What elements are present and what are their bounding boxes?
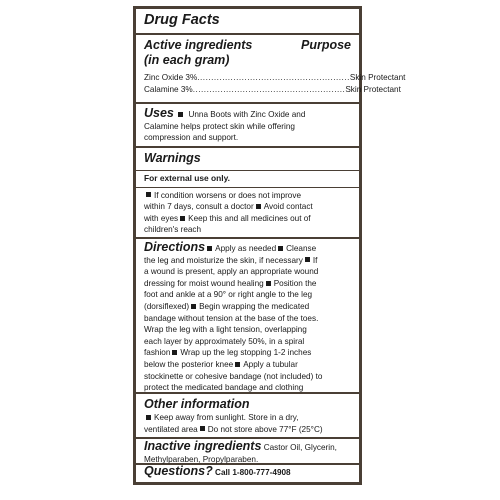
warning-line: within 7 days, consult a doctor — [144, 202, 254, 212]
bullet-icon — [191, 304, 196, 309]
direction-text: Wrap up the leg stopping 1-2 inches — [180, 348, 312, 358]
leader-dots: ....................................................... — [197, 73, 350, 82]
warnings-heading: Warnings — [144, 151, 201, 165]
questions-heading: Questions? — [144, 464, 213, 478]
ingredient-name: Zinc Oxide 3% — [144, 73, 198, 82]
bullet-icon — [235, 362, 240, 367]
direction-text: Position the — [273, 278, 317, 288]
uses-text-line: compression and support. — [144, 133, 239, 143]
warning-line: If condition worsens or does not improve — [154, 190, 301, 200]
warnings-section — [136, 148, 359, 239]
inactive-ingredients-text: Methylparaben, Propylparaben. — [144, 454, 259, 464]
bullet-icon — [180, 216, 185, 221]
active-ingredients-heading: Active ingredients — [144, 38, 253, 52]
other-information-section — [136, 394, 359, 439]
leader-dots: ....................................................... — [192, 84, 346, 94]
direction-text: dressing for moist wound healing — [144, 278, 264, 288]
bullet-icon — [305, 257, 310, 262]
direction-text: Wrap the leg with a light tension, overlapping — [144, 325, 307, 335]
warning-line: children's reach — [144, 225, 202, 235]
purpose-heading: Purpose — [300, 38, 351, 52]
ingredient-row — [144, 84, 401, 96]
bullet-icon — [172, 350, 177, 355]
bullet-icon — [200, 426, 205, 431]
external-use-warning: For external use only. — [144, 173, 230, 183]
uses-heading: Uses — [144, 106, 174, 120]
warning-line: with eyes — [144, 213, 179, 223]
in-each-gram-label: (in each gram) — [144, 53, 230, 67]
inactive-ingredients-heading: Inactive ingredients — [144, 439, 262, 453]
other-info-text: ventilated area — [144, 424, 198, 434]
direction-text: Apply a tubular — [243, 359, 298, 369]
directions-heading: Directions — [144, 240, 206, 254]
direction-text: stockinette or cohesive bandage (not included) to — [144, 371, 323, 381]
other-info-text: Keep away from sunlight. Store in a dry, — [154, 413, 299, 422]
inactive-ingredients-section — [136, 439, 359, 465]
uses-section — [136, 104, 359, 148]
directions-section — [136, 239, 359, 394]
direction-text: (dorsiflexed) — [144, 301, 190, 311]
questions-section — [136, 465, 359, 482]
ingredient-purpose: Skin Protectant — [349, 73, 406, 82]
bullet-icon — [207, 246, 212, 251]
direction-text: Cleanse — [286, 244, 317, 253]
drug-facts-title: Drug Facts — [144, 12, 220, 28]
bullet-icon — [278, 246, 283, 251]
direction-text: fashion — [144, 348, 171, 358]
uses-text-line: Unna Boots with Zinc Oxide and — [188, 110, 306, 119]
uses-text-line: Calamine helps protect skin while offering — [144, 121, 295, 131]
drug-facts-panel — [133, 6, 406, 485]
active-ingredients-section — [136, 35, 406, 104]
direction-text: the leg and moisturize the skin, if necessary — [144, 255, 303, 265]
inactive-ingredients-text: Castor Oil, Glycerin, — [263, 443, 337, 452]
title-section — [136, 9, 359, 35]
direction-text: bandage without tension at the base of the toes. — [144, 313, 319, 323]
warning-line: Keep this and all medicines out of — [188, 213, 311, 223]
bullet-icon — [146, 415, 151, 420]
ingredient-name: Calamine 3% — [144, 84, 193, 94]
ingredient-row — [144, 72, 406, 84]
warning-line: Avoid contact — [263, 202, 313, 212]
questions-phone: Call 1-800-777-4908 — [215, 468, 291, 477]
bullet-icon — [266, 281, 271, 286]
bullet-icon — [256, 204, 261, 209]
direction-text: below the posterior knee — [144, 359, 234, 369]
direction-text: a wound is present, apply an appropriate wound — [144, 267, 319, 277]
bullet-icon — [146, 192, 151, 197]
direction-text: Begin wrapping the medicated — [199, 301, 310, 311]
bullet-icon — [178, 112, 183, 117]
ingredient-purpose: Skin Protectant — [345, 84, 401, 94]
direction-text: each layer by approximately 50%, in a spiral — [144, 336, 305, 346]
direction-text: If — [312, 255, 318, 265]
direction-text: Apply as needed — [215, 244, 277, 253]
direction-text: protect the medicated bandage and clothing — [144, 383, 304, 393]
other-information-heading: Other information — [144, 397, 250, 411]
direction-text: foot and ankle at a 90° or right angle to the leg — [144, 290, 313, 300]
other-info-text: Do not store above 77°F (25°C) — [207, 424, 323, 434]
